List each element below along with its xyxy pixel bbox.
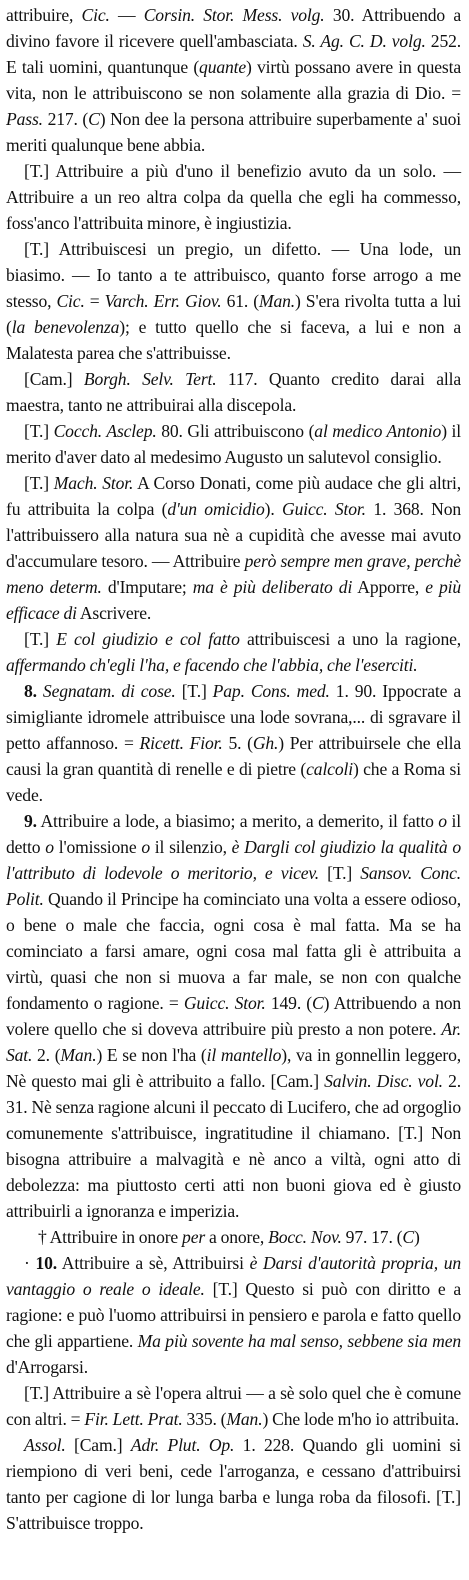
para-continuation-attribuire: attribuire, Cic. — Corsin. Stor. Mess. volg. 30. Attribuendo a divino favore il ricevere quell'ambasciata. S. Ag. C. D. volg. 252. E tali uomini, quantunque (quante) virtù possano avere in questa vita, non le attribuiscono se non solamente alla grazia di Dio. = Pass. 217. (C) Non dee la persona attribuire superbamente a' suoi meriti qualunque bene abbia. [6,5,461,155]
para-sense-10: · 10. Attribuire a sè, Attribuirsi è Darsi d'autorità propria, un vantaggio o reale o ideale. [T.] Questo si può con diritto e a ragione: e può l'uomo attribuirsi in pensiero e parola e fatto quello che gli appartiene. Ma più sovente ha mal senso, sebbene sia men d'Arrogarsi. [6,1253,462,1377]
para-borgh-selv: [Cam.] Borgh. Selv. Tert. 117. Quanto credito darai alla maestra, tanto ne attribuirai alla discepola. [6,369,461,415]
para-mach-stor: [T.] Mach. Stor. A Corso Donati, come più audace che gli altri, fu attribuita la colpa (d'un omicidio). Guicc. Stor. 1. 368. Non l'attribuissero alla natura sua nè a cupidità che avesse mai avuto d'accumulare tesoro. — Attribuire però sempre men grave, perchè meno determ. d'Imputare; ma è più deliberato di Apporre, e più efficace di Ascrivere. [6,473,462,623]
entry-column [6,2,461,1536]
para-cocch-asclep: [T.] Cocch. Asclep. 80. Gli attribuiscono (al medico Antonio) il merito d'aver dato al medesimo Augusto un salutevol consiglio. [6,421,461,467]
para-sense-9: 9. Attribuire a lode, a biasimo; a merito, a demerito, il fatto o il detto o l'omissione o il silenzio, è Dargli col giudizio la qualità o l'attributo di lodevole o meritorio, e vicev. [T.] Sansov. Conc. Polit. Quando il Principe ha cominciato una volta a essere odioso, o bene o male che faccia, ogni cosa è mal fatta. Ma se ha cominciato a farsi amare, ogni cosa mal fatta gli è attribuita a virtù, quasi che non si muova a far male, se non con qualche fondamento o ragione. = Guicc. Stor. 149. (C) Attribuendo a non volere quello che si doveva attribuire più presto a non potere. Ar. Sat. 2. (Man.) E se non l'ha (il mantello), va in gonnellin leggero, Nè questo mai gli è attribuito a fallo. [Cam.] Salvin. Disc. vol. 2. 31. Nè senza ragione alcuni il peccato di Lucifero, che ad orgoglio comunemente s'attribuisce, ingratitudine il chiamano. [T.] Non bisogna attribuire a malvagità e nè anco a viltà, ogni atto di debolezza: ma piuttosto certi atti non buoni giova ed è giusto attribuirli a ignoranza e imperizia. [6,811,462,1221]
para-dagger-onore: † Attribuire in onore per a onore, Bocc. Nov. 97. 17. (C) [38,1227,420,1247]
para-attribuire-a-piu: [T.] Attribuire a più d'uno il benefizio avuto da un solo. — Attribuire a un reo altra colpa da quella che egli ha commesso, foss'anco l'attribuita minore, è ingiustizia. [6,161,461,233]
para-sense-8: 8. Segnatam. di cose. [T.] Pap. Cons. med. 1. 90. Ippocrate a simigliante idromele attribuisce una lode sovrana,... di sgravare il petto affannoso. = Ricett. Fior. 5. (Gh.) Per attribuirsele che ella causi la gran quantità di renelle e di pietre (calcoli) che a Roma si vede. [6,681,461,805]
para-opera-altrui: [T.] Attribuire a sè l'opera altrui — a sè solo quel che è comune con altri. = Fir. Lett. Prat. 335. (Man.) Che lode m'ho io attribuita. [6,1383,461,1429]
para-giudizio-fatto: [T.] E col giudizio e col fatto attribuiscesi a uno la ragione, affermando ch'egli l'ha, e facendo che l'abbia, che l'eserciti. [6,629,462,675]
para-assol: Assol. [Cam.] Adr. Plut. Op. 1. 228. Quando gli uomini si riempiono di veri beni, cede l'arroganza, e cessano d'attribuirsi tanto per cagione di lor lunga barba e lunga roba da filosofi. [T.] S'attribuisce troppo. [6,1435,461,1533]
para-attribuiscesi-pregio: [T.] Attribuiscesi un pregio, un difetto. — Una lode, un biasimo. — Io tanto a te attribuisco, quanto forse arrogo a me stesso, Cic. = Varch. Err. Giov. 61. (Man.) S'era rivolta tutta a lui (la benevolenza); e tutto quello che si faceva, a lui e non a Malatesta parea che s'attribuisse. [6,239,461,363]
